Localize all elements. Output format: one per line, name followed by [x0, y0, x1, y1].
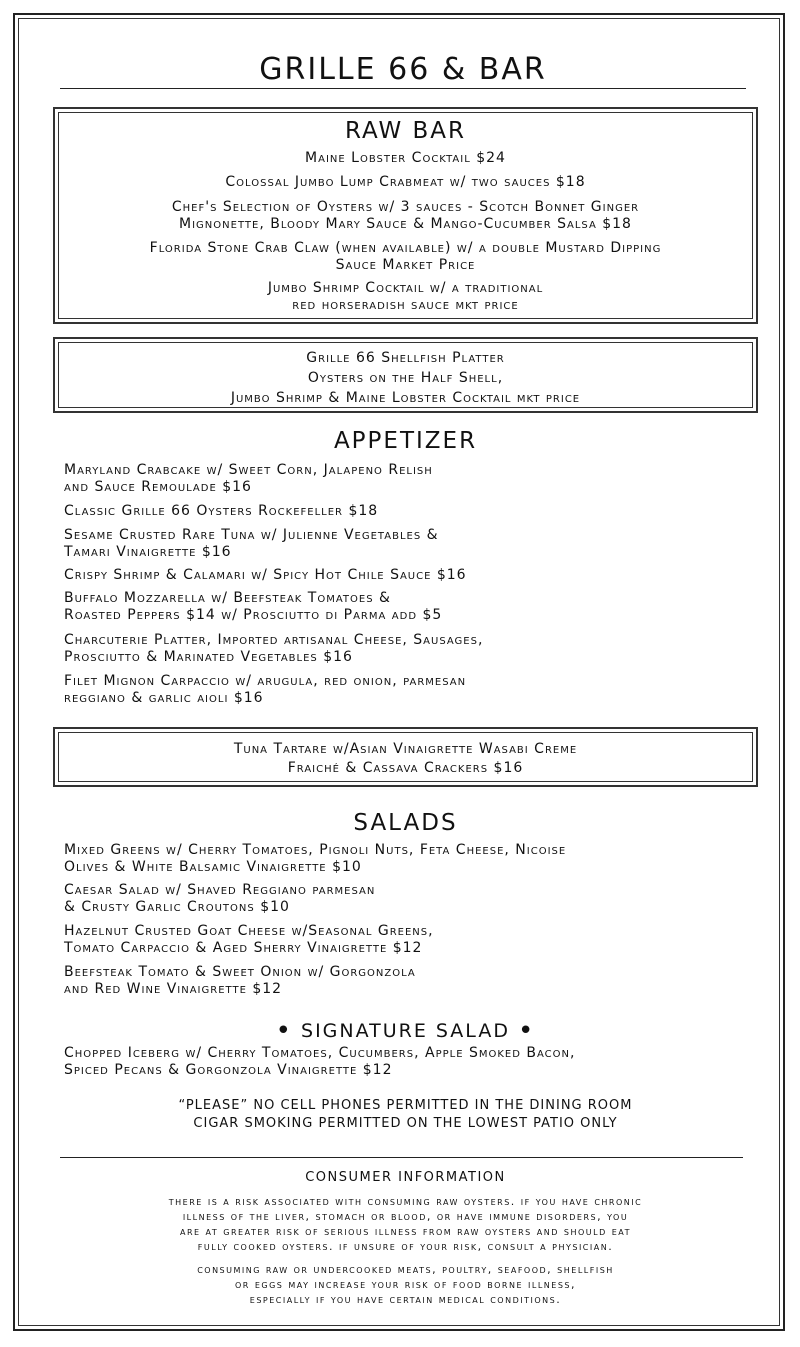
salad-item-3: Hazelnut Crusted Goat Cheese w/Seasonal Greens, Tomato Carpaccio & Aged Sherry Vinaigrette $12 — [64, 923, 434, 956]
appetizer-item-6: Charcuterie Platter, Imported artisanal Cheese, Sausages, Prosciutto & Marinated Vegetables $16 — [64, 632, 484, 665]
bullet-right: • — [518, 1016, 536, 1046]
salad-item-4: Beefsteak Tomato & Sweet Onion w/ Gorgonzola and Red Wine Vinaigrette $12 — [64, 964, 416, 997]
salads-heading: SALADS — [353, 810, 458, 836]
tuna-tartare-text: Tuna Tartare w/Asian Vinaigrette Wasabi Creme Fraiché & Cassava Crackers $16 — [233, 741, 578, 776]
signature-salad-heading: SIGNATURE SALAD — [301, 1020, 510, 1042]
consumer-info-divider — [60, 1157, 743, 1158]
raw-bar-item-1: Maine Lobster Cocktail $24 — [305, 150, 506, 166]
raw-bar-item-5: Jumbo Shrimp Cocktail w/ a traditional red horseradish sauce mkt price — [267, 280, 544, 313]
consumer-info-paragraph-2: consuming raw or undercooked meats, poultry, seafood, shellfish or eggs may increase your risk of food borne illness, especially if you have certain medical conditions. — [197, 1263, 614, 1306]
appetizer-item-5: Buffalo Mozzarella w/ Beefsteak Tomatoes & Roasted Peppers $14 w/ Prosciutto di Parma add $5 — [64, 590, 443, 623]
appetizer-item-2: Classic Grille 66 Oysters Rockefeller $18 — [64, 503, 379, 519]
shellfish-platter-text: Grille 66 Shellfish Platter Oysters on the Half Shell, Jumbo Shrimp & Maine Lobster Cocktail mkt price — [230, 350, 581, 406]
salad-item-1: Mixed Greens w/ Cherry Tomatoes, Pignoli Nuts, Feta Cheese, Nicoise Olives & White Balsamic Vinaigrette $10 — [64, 842, 567, 875]
raw-bar-item-3: Chef's Selection of Oysters w/ 3 sauces - Scotch Bonnet Ginger Mignonette, Bloody Mary Sauce & Mango-Cucumber Salsa $18 — [171, 199, 640, 232]
bullet-left: • — [275, 1016, 293, 1046]
signature-salad-heading-row — [60, 1016, 751, 1046]
salad-item-2: Caesar Salad w/ Shaved Reggiano parmesan & Crusty Garlic Croutons $10 — [64, 882, 376, 915]
dining-room-notices: “PLEASE” NO CELL PHONES PERMITTED IN THE DINING ROOM CIGAR SMOKING PERMITTED ON THE LOWEST PATIO ONLY — [178, 1098, 633, 1131]
raw-bar-heading: RAW BAR — [344, 118, 467, 144]
signature-salad-description: Chopped Iceberg w/ Cherry Tomatoes, Cucumbers, Apple Smoked Bacon, Spiced Pecans & Gorgonzola Vinaigrette $12 — [64, 1045, 576, 1078]
raw-bar-item-2: Colossal Jumbo Lump Crabmeat w/ two sauces $18 — [225, 174, 586, 190]
consumer-info-heading: CONSUMER INFORMATION — [305, 1170, 506, 1185]
appetizer-item-4: Crispy Shrimp & Calamari w/ Spicy Hot Chile Sauce $16 — [64, 567, 467, 583]
appetizer-heading: APPETIZER — [333, 428, 478, 454]
appetizer-item-3: Sesame Crusted Rare Tuna w/ Julienne Vegetables & Tamari Vinaigrette $16 — [64, 527, 439, 560]
raw-bar-item-4: Florida Stone Crab Claw (when available) w/ a double Mustard Dipping Sauce Market Price — [149, 240, 662, 273]
consumer-info-paragraph-1: there is a risk associated with consuming raw oysters. if you have chronic illness of the liver, stomach or blood, or have immune disorders, you are at greater risk of serious illness from raw oysters and should eat fully cooked oysters. if unsure of your risk, consult a physician. — [168, 1195, 643, 1253]
restaurant-title: GRILLE 66 & BAR — [259, 52, 547, 87]
title-underline — [60, 88, 746, 89]
appetizer-item-7: Filet Mignon Carpaccio w/ arugula, red onion, parmesan reggiano & garlic aioli $16 — [64, 673, 467, 706]
appetizer-item-1: Maryland Crabcake w/ Sweet Corn, Jalapeno Relish and Sauce Remoulade $16 — [64, 462, 433, 495]
